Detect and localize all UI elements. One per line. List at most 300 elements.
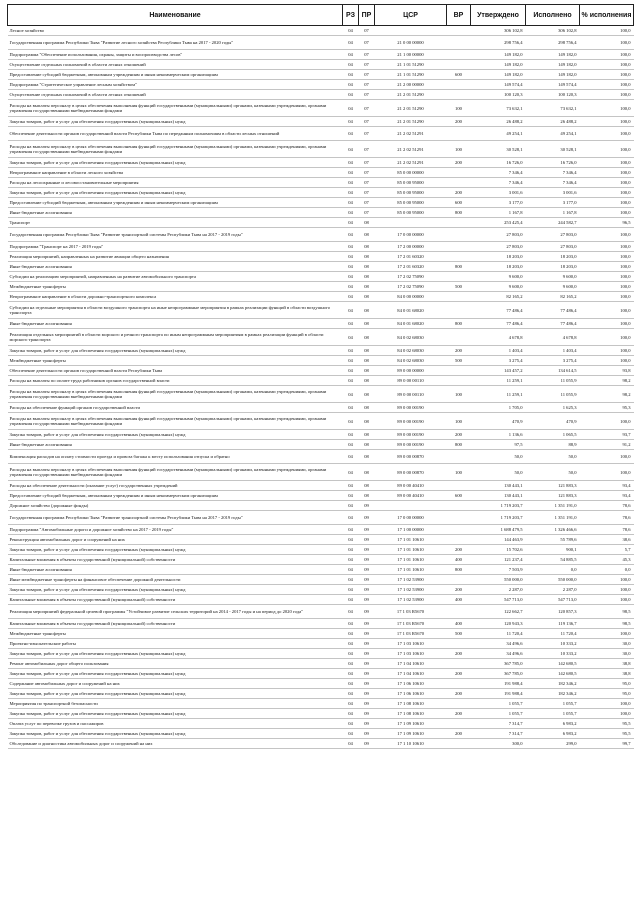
cell-pr: 07 xyxy=(359,70,375,80)
cell-percent: 100,0 xyxy=(580,50,634,60)
table-row xyxy=(8,36,634,50)
cell-vr: 200 xyxy=(447,188,471,198)
cell-rz: 04 xyxy=(343,262,359,272)
cell-name: Закупка товаров, работ и услуг для обеспечения государственных (муниципальных) нужд xyxy=(8,346,343,356)
cell-pr: 09 xyxy=(359,619,375,629)
cell-approved: 122 662,7 xyxy=(471,605,526,619)
cell-approved: 3 001,6 xyxy=(471,188,526,198)
cell-pr: 09 xyxy=(359,629,375,639)
cell-rz: 04 xyxy=(343,719,359,729)
cell-executed: 306 102,8 xyxy=(526,26,580,36)
cell-approved: 11 259,1 xyxy=(471,386,526,403)
cell-name: Закупка товаров, работ и услуг для обеспечения государственных (муниципальных) нужд xyxy=(8,585,343,595)
cell-csr: 89 0 00 40410 xyxy=(375,491,447,501)
cell-approved: 3 177,0 xyxy=(471,198,526,208)
cell-percent: 100,0 xyxy=(580,242,634,252)
cell-csr: 17 1 09 10610 xyxy=(375,729,447,739)
cell-pr: 09 xyxy=(359,575,375,585)
cell-percent: 5,7 xyxy=(580,545,634,555)
cell-approved: 367 785,0 xyxy=(471,669,526,679)
cell-csr: 17 0 00 00000 xyxy=(375,228,447,242)
cell-rz: 04 xyxy=(343,218,359,228)
cell-vr xyxy=(447,60,471,70)
cell-name: Закупка товаров, работ и услуг для обеспечения государственных (муниципальных) нужд xyxy=(8,117,343,127)
cell-approved: 143 457,2 xyxy=(471,366,526,376)
cell-csr: 89 0 00 00190 xyxy=(375,430,447,440)
cell-vr xyxy=(447,366,471,376)
table-row xyxy=(8,501,634,511)
cell-pr: 08 xyxy=(359,242,375,252)
table-row xyxy=(8,50,634,60)
cell-vr xyxy=(447,659,471,669)
cell-rz: 04 xyxy=(343,629,359,639)
cell-approved: 18 203,0 xyxy=(471,252,526,262)
cell-executed: 134 614,5 xyxy=(526,366,580,376)
cell-vr xyxy=(447,679,471,689)
cell-csr: 89 0 00 00000 xyxy=(375,366,447,376)
cell-vr xyxy=(447,525,471,535)
cell-approved: 18 203,0 xyxy=(471,262,526,272)
table-row xyxy=(8,491,634,501)
cell-vr: 800 xyxy=(447,319,471,329)
cell-approved: 191 988,4 xyxy=(471,679,526,689)
cell-percent: 38,8 xyxy=(580,669,634,679)
cell-approved: 4 678,8 xyxy=(471,329,526,346)
cell-pr: 09 xyxy=(359,639,375,649)
cell-vr: 200 xyxy=(447,158,471,168)
cell-name: Закупка товаров, работ и услуг для обеспечения государственных (муниципальных) нужд xyxy=(8,669,343,679)
cell-csr: 17 1 08 10610 xyxy=(375,699,447,709)
cell-rz: 04 xyxy=(343,60,359,70)
cell-name: Расходы на выплаты персоналу в целях обеспечения выполнения функций государственными (муниципальными) органами, казенными учреждениями, органами управления государственными внебюджетными фондами xyxy=(8,413,343,430)
cell-csr: 17 1 01 10610 xyxy=(375,545,447,555)
table-row xyxy=(8,450,634,464)
cell-percent: 100,0 xyxy=(580,141,634,158)
cell-executed: 100 120,3 xyxy=(526,90,580,100)
cell-vr: 800 xyxy=(447,208,471,218)
cell-csr: 17 2 01 60320 xyxy=(375,252,447,262)
cell-pr: 08 xyxy=(359,302,375,319)
table-row xyxy=(8,376,634,386)
table-row xyxy=(8,208,634,218)
cell-name: Субсидии на отдельные мероприятия в области воздушного транспорта на иные непрограммные мероприятия в рамках реализации функций в области воздушного транспорта xyxy=(8,302,343,319)
cell-approved: 9 600,0 xyxy=(471,272,526,282)
cell-executed: 121 883,3 xyxy=(526,481,580,491)
cell-approved: 149 182,0 xyxy=(471,70,526,80)
cell-approved: 7 503,9 xyxy=(471,565,526,575)
cell-percent: 100,0 xyxy=(580,208,634,218)
cell-percent: 95,0 xyxy=(580,689,634,699)
cell-executed: 299,0 xyxy=(526,739,580,749)
cell-name: Закупка товаров, работ и услуг для обеспечения государственных (муниципальных) нужд xyxy=(8,649,343,659)
cell-rz: 04 xyxy=(343,481,359,491)
cell-approved: 26 488,2 xyxy=(471,117,526,127)
cell-csr: 17 1 04 10610 xyxy=(375,669,447,679)
cell-approved: 298 756,4 xyxy=(471,36,526,50)
cell-approved: 49 254,1 xyxy=(471,127,526,141)
cell-executed: 1 055,7 xyxy=(526,709,580,719)
cell-approved: 1 403,4 xyxy=(471,346,526,356)
cell-percent: 100,0 xyxy=(580,262,634,272)
cell-rz: 04 xyxy=(343,575,359,585)
cell-csr: 17 1 06 10610 xyxy=(375,689,447,699)
cell-percent: 100,0 xyxy=(580,228,634,242)
table-row xyxy=(8,302,634,319)
cell-name: Иные межбюджетные трансферты на финансовое обеспечение дорожной деятельности xyxy=(8,575,343,585)
cell-rz: 04 xyxy=(343,36,359,50)
cell-csr xyxy=(375,501,447,511)
cell-pr: 08 xyxy=(359,292,375,302)
table-row xyxy=(8,669,634,679)
cell-pr: 08 xyxy=(359,366,375,376)
cell-rz: 04 xyxy=(343,329,359,346)
cell-csr: 21 2 01 51290 xyxy=(375,90,447,100)
cell-csr: 21 2 02 51291 xyxy=(375,141,447,158)
cell-csr: 21 1 01 51290 xyxy=(375,60,447,70)
table-row xyxy=(8,188,634,198)
cell-rz: 04 xyxy=(343,450,359,464)
table-row xyxy=(8,729,634,739)
cell-vr: 100 xyxy=(447,141,471,158)
cell-approved: 11 259,1 xyxy=(471,376,526,386)
cell-name: Обеспечение деятельности органов государственной власти Республики Тыва xyxy=(8,366,343,376)
table-row xyxy=(8,366,634,376)
cell-rz: 04 xyxy=(343,26,359,36)
col-header-executed: Исполнено xyxy=(526,5,580,26)
table-row xyxy=(8,60,634,70)
cell-pr: 09 xyxy=(359,605,375,619)
cell-name: Подпрограмма "Стратегическое управление лесным хозяйством" xyxy=(8,80,343,90)
cell-rz: 04 xyxy=(343,669,359,679)
cell-approved: 15 702,6 xyxy=(471,545,526,555)
cell-rz: 04 xyxy=(343,168,359,178)
cell-csr: 89 0 00 40410 xyxy=(375,481,447,491)
cell-name: Расходы на выплаты персоналу в целях обеспечения выполнения функций государственными (муниципальными) органами, казенными учреждениями, органами управления государственными внебюджетными фондами xyxy=(8,141,343,158)
cell-percent: 100,0 xyxy=(580,292,634,302)
cell-percent: 93,8 xyxy=(580,366,634,376)
table-row xyxy=(8,511,634,525)
cell-name: Расходы на выплаты персоналу в целях обеспечения выполнения функций государственными (муниципальными) органами, казенными учреждениями, органами управления государственными внебюджетными фондами xyxy=(8,386,343,403)
table-row xyxy=(8,699,634,709)
cell-vr xyxy=(447,699,471,709)
cell-percent: 98,2 xyxy=(580,376,634,386)
cell-name: Ремонт автомобильных дорог общего пользования xyxy=(8,659,343,669)
cell-name: Подпрограмма "Транспорт на 2017 - 2019 годы" xyxy=(8,242,343,252)
table-body xyxy=(8,26,634,749)
cell-name: Государственная программа Республики Тыва "Развитие лесного хозяйства Республики Тыва на 2017 - 2020 годы" xyxy=(8,36,343,50)
cell-vr xyxy=(447,127,471,141)
cell-rz: 04 xyxy=(343,228,359,242)
cell-executed: 3 275,4 xyxy=(526,356,580,366)
cell-executed: 6 983,2 xyxy=(526,729,580,739)
cell-percent: 38,6 xyxy=(580,535,634,545)
cell-csr: 89 0 00 00190 xyxy=(375,413,447,430)
cell-executed: 1 055,7 xyxy=(526,699,580,709)
cell-approved: 7 346,4 xyxy=(471,168,526,178)
col-header-approved: Утверждено xyxy=(471,5,526,26)
cell-csr: 17 1 08 10610 xyxy=(375,709,447,719)
cell-percent: 95,0 xyxy=(580,679,634,689)
cell-vr: 200 xyxy=(447,729,471,739)
cell-rz: 04 xyxy=(343,649,359,659)
cell-rz: 04 xyxy=(343,639,359,649)
cell-pr: 08 xyxy=(359,491,375,501)
cell-name: Закупка товаров, работ и услуг для обеспечения государственных (муниципальных) нужд xyxy=(8,709,343,719)
cell-pr: 08 xyxy=(359,403,375,413)
cell-executed: 547 713,0 xyxy=(526,595,580,605)
cell-name: Оплата услуг по перевозке грузов и пассажиров xyxy=(8,719,343,729)
cell-pr: 09 xyxy=(359,699,375,709)
cell-executed: 182 346,2 xyxy=(526,689,580,699)
cell-percent: 100,0 xyxy=(580,60,634,70)
cell-name: Государственная программа Республики Тыва "Развитие транспортной системы Республики Тыва на 2017 - 2019 годы" xyxy=(8,511,343,525)
table-row xyxy=(8,739,634,749)
cell-approved: 149 182,0 xyxy=(471,60,526,70)
table-row xyxy=(8,356,634,366)
cell-pr: 08 xyxy=(359,413,375,430)
cell-rz: 04 xyxy=(343,619,359,629)
cell-executed: 55 789,6 xyxy=(526,535,580,545)
cell-pr: 09 xyxy=(359,659,375,669)
cell-percent: 100,0 xyxy=(580,90,634,100)
cell-executed: 6 983,2 xyxy=(526,719,580,729)
cell-rz: 04 xyxy=(343,242,359,252)
cell-csr: 17 1 09 10610 xyxy=(375,719,447,729)
cell-percent: 45,3 xyxy=(580,555,634,565)
cell-rz: 04 xyxy=(343,535,359,545)
cell-pr: 08 xyxy=(359,386,375,403)
table-row xyxy=(8,90,634,100)
table-row xyxy=(8,464,634,481)
cell-executed: 470,9 xyxy=(526,413,580,430)
table-row xyxy=(8,595,634,605)
cell-csr: 89 0 00 00870 xyxy=(375,450,447,464)
cell-vr xyxy=(447,575,471,585)
cell-percent: 100,0 xyxy=(580,272,634,282)
cell-name: Субсидии на реализацию мероприятий, направленных на развитие автомобильного транспорта xyxy=(8,272,343,282)
cell-vr: 100 xyxy=(447,100,471,117)
cell-approved: 1 719 203,7 xyxy=(471,511,526,525)
cell-vr: 200 xyxy=(447,649,471,659)
cell-vr: 200 xyxy=(447,346,471,356)
cell-name: Закупка товаров, работ и услуг для обеспечения государственных (муниципальных) нужд xyxy=(8,430,343,440)
cell-pr: 08 xyxy=(359,272,375,282)
table-row xyxy=(8,198,634,208)
cell-name: Закупка товаров, работ и услуг для обеспечения государственных (муниципальных) нужд xyxy=(8,158,343,168)
cell-name: Иные бюджетные ассигнования xyxy=(8,565,343,575)
cell-vr xyxy=(447,90,471,100)
cell-approved: 7 314,7 xyxy=(471,719,526,729)
cell-vr xyxy=(447,50,471,60)
cell-percent: 100,0 xyxy=(580,699,634,709)
cell-percent: 100,0 xyxy=(580,346,634,356)
cell-pr: 08 xyxy=(359,262,375,272)
table-row xyxy=(8,100,634,117)
cell-vr xyxy=(447,292,471,302)
cell-vr xyxy=(447,272,471,282)
table-row xyxy=(8,168,634,178)
cell-pr: 09 xyxy=(359,525,375,535)
cell-rz: 04 xyxy=(343,356,359,366)
cell-csr: 17 1 01 10610 xyxy=(375,555,447,565)
cell-name: Межбюджетные трансферты xyxy=(8,356,343,366)
cell-executed: 18 203,0 xyxy=(526,262,580,272)
cell-executed: 1 351 191,0 xyxy=(526,501,580,511)
cell-vr xyxy=(447,228,471,242)
cell-vr: 100 xyxy=(447,464,471,481)
cell-rz: 04 xyxy=(343,699,359,709)
cell-executed: 10 333,2 xyxy=(526,639,580,649)
cell-pr: 08 xyxy=(359,356,375,366)
table-row xyxy=(8,413,634,430)
cell-executed: 73 632,1 xyxy=(526,100,580,117)
cell-name: Подпрограмма "Обеспечение использования, охраны, защиты и воспроизводства лесов" xyxy=(8,50,343,60)
cell-rz: 04 xyxy=(343,659,359,669)
cell-executed: 26 488,2 xyxy=(526,117,580,127)
cell-name: Осуществление отдельных полномочий в области лесных отношений xyxy=(8,60,343,70)
col-header-pr: ПР xyxy=(359,5,375,26)
cell-rz: 04 xyxy=(343,178,359,188)
cell-csr: 21 2 00 00000 xyxy=(375,80,447,90)
cell-approved: 9 600,0 xyxy=(471,282,526,292)
table-row xyxy=(8,440,634,450)
cell-approved: 191 988,4 xyxy=(471,689,526,699)
cell-pr: 08 xyxy=(359,464,375,481)
cell-rz: 04 xyxy=(343,739,359,749)
table-row xyxy=(8,545,634,555)
cell-vr xyxy=(447,80,471,90)
cell-csr: 85 0 00 00000 xyxy=(375,168,447,178)
cell-pr: 08 xyxy=(359,252,375,262)
cell-csr: 17 1 02 53900 xyxy=(375,585,447,595)
cell-approved: 7 314,7 xyxy=(471,729,526,739)
cell-csr: 17 1 06 10610 xyxy=(375,679,447,689)
cell-name: Закупка товаров, работ и услуг для обеспечения государственных (муниципальных) нужд xyxy=(8,545,343,555)
table-row xyxy=(8,228,634,242)
cell-vr xyxy=(447,511,471,525)
cell-percent: 100,0 xyxy=(580,100,634,117)
cell-approved: 121 237,4 xyxy=(471,555,526,565)
cell-approved: 97,5 xyxy=(471,440,526,450)
cell-vr: 800 xyxy=(447,440,471,450)
cell-executed: 3 001,6 xyxy=(526,188,580,198)
table-row xyxy=(8,689,634,699)
cell-vr: 500 xyxy=(447,629,471,639)
cell-approved: 73 632,1 xyxy=(471,100,526,117)
cell-name: Закупка товаров, работ и услуг для обеспечения государственных (муниципальных) нужд xyxy=(8,729,343,739)
cell-pr: 09 xyxy=(359,739,375,749)
cell-csr: 17 2 02 75090 xyxy=(375,272,447,282)
cell-pr: 07 xyxy=(359,127,375,141)
cell-percent: 38,8 xyxy=(580,659,634,669)
cell-executed: 142 680,5 xyxy=(526,659,580,669)
cell-approved: 1 705,0 xyxy=(471,403,526,413)
table-row xyxy=(8,242,634,252)
table-row xyxy=(8,218,634,228)
cell-name: Капитальные вложения в объекты государственной (муниципальной) собственности xyxy=(8,555,343,565)
table-row xyxy=(8,679,634,689)
cell-name: Осуществление отдельных полномочий в области лесных отношений xyxy=(8,90,343,100)
cell-name: Расходы на обеспечение деятельности (оказание услуг) государственных учреждений xyxy=(8,481,343,491)
cell-csr: 89 0 00 00190 xyxy=(375,440,447,450)
cell-percent: 78,6 xyxy=(580,501,634,511)
cell-percent: 100,0 xyxy=(580,413,634,430)
cell-vr: 800 xyxy=(447,262,471,272)
table-row xyxy=(8,282,634,292)
col-header-vr: ВР xyxy=(447,5,471,26)
table-row xyxy=(8,575,634,585)
cell-rz: 04 xyxy=(343,80,359,90)
cell-approved: 30 528,1 xyxy=(471,141,526,158)
cell-name: Предоставление субсидий бюджетным, автономным учреждениям и иным некоммерческим организациям xyxy=(8,491,343,501)
cell-csr: 21 0 00 00000 xyxy=(375,36,447,50)
cell-pr: 08 xyxy=(359,346,375,356)
cell-rz: 04 xyxy=(343,545,359,555)
cell-name: Иные бюджетные ассигнования xyxy=(8,440,343,450)
cell-vr: 200 xyxy=(447,709,471,719)
cell-name: Лесное хозяйство xyxy=(8,26,343,36)
cell-executed: 182 346,2 xyxy=(526,679,580,689)
cell-pr: 08 xyxy=(359,218,375,228)
cell-name: Расходы на выплаты по оплате труда работников органов государственной власти xyxy=(8,376,343,386)
cell-pr: 07 xyxy=(359,90,375,100)
cell-approved: 547 713,0 xyxy=(471,595,526,605)
cell-approved: 1 136,6 xyxy=(471,430,526,440)
cell-executed: 149 182,0 xyxy=(526,70,580,80)
cell-approved: 470,9 xyxy=(471,413,526,430)
cell-executed: 11 055,9 xyxy=(526,376,580,386)
cell-rz: 04 xyxy=(343,117,359,127)
cell-vr xyxy=(447,178,471,188)
cell-vr: 200 xyxy=(447,689,471,699)
cell-rz: 04 xyxy=(343,413,359,430)
cell-rz: 04 xyxy=(343,158,359,168)
cell-executed: 49 254,1 xyxy=(526,127,580,141)
cell-vr xyxy=(447,218,471,228)
cell-pr: 07 xyxy=(359,36,375,50)
cell-pr: 09 xyxy=(359,679,375,689)
cell-executed: 149 182,0 xyxy=(526,60,580,70)
cell-percent: 100,0 xyxy=(580,450,634,464)
cell-csr: 89 0 00 00870 xyxy=(375,464,447,481)
budget-execution-table xyxy=(7,4,634,749)
table-row xyxy=(8,178,634,188)
cell-executed: 16 726,0 xyxy=(526,158,580,168)
cell-csr xyxy=(375,26,447,36)
cell-vr xyxy=(447,481,471,491)
cell-csr: 17 1 02 53900 xyxy=(375,575,447,585)
cell-vr xyxy=(447,403,471,413)
cell-name: Предоставление субсидий бюджетным, автономным учреждениям и иным некоммерческим организациям xyxy=(8,70,343,80)
cell-executed: 3 177,0 xyxy=(526,198,580,208)
cell-rz: 04 xyxy=(343,729,359,739)
cell-rz: 04 xyxy=(343,90,359,100)
cell-vr xyxy=(447,450,471,464)
cell-rz: 04 xyxy=(343,555,359,565)
cell-pr: 07 xyxy=(359,50,375,60)
cell-name: Проектно-изыскательские работы xyxy=(8,639,343,649)
table-row xyxy=(8,26,634,36)
cell-pr: 09 xyxy=(359,535,375,545)
cell-pr: 09 xyxy=(359,555,375,565)
table-row xyxy=(8,346,634,356)
cell-name: Иные бюджетные ассигнования xyxy=(8,208,343,218)
cell-vr: 400 xyxy=(447,555,471,565)
cell-vr xyxy=(447,535,471,545)
cell-pr: 08 xyxy=(359,228,375,242)
cell-percent: 95,5 xyxy=(580,729,634,739)
cell-csr: 21 1 00 00000 xyxy=(375,50,447,60)
